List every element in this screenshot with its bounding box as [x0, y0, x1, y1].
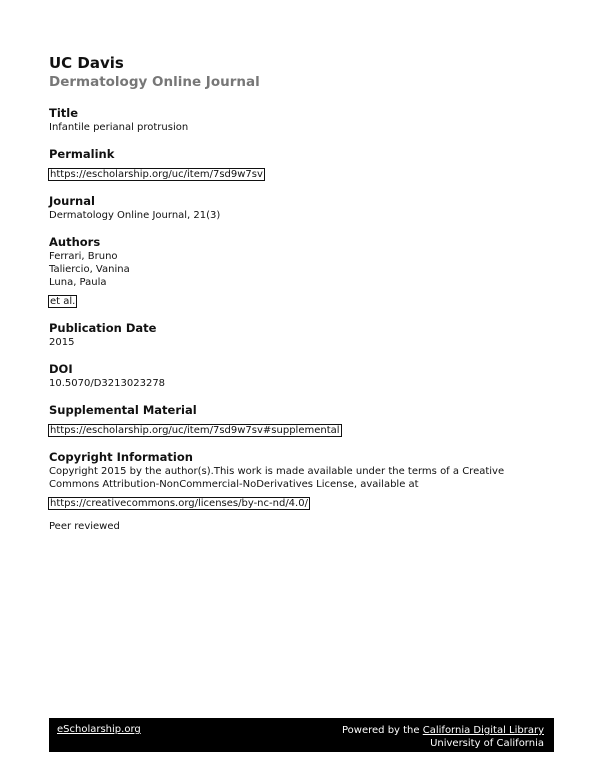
author-name: Taliercio, Vanina — [49, 264, 130, 275]
supplemental-label: Supplemental Material — [49, 403, 197, 417]
footer-credits — [342, 724, 544, 750]
et-al-link[interactable]: et al. — [50, 296, 76, 307]
supplemental-section — [49, 403, 554, 437]
publication-date-value: 2015 — [49, 337, 75, 348]
authors-section — [49, 235, 554, 308]
doi-section — [49, 362, 554, 390]
author-name: Ferrari, Bruno — [49, 251, 118, 262]
peer-reviewed-note: Peer reviewed — [49, 521, 120, 532]
author-name: Luna, Paula — [49, 277, 107, 288]
publication-date-section — [49, 321, 554, 349]
cdl-link[interactable]: California Digital Library — [422, 725, 544, 736]
journal-section — [49, 194, 554, 222]
authors-label: Authors — [49, 235, 101, 249]
license-link[interactable]: https://creativecommons.org/licenses/by-nc-nd/4.0/ — [50, 498, 308, 509]
permalink-section — [49, 147, 554, 181]
title-value: Infantile perianal protrusion — [49, 122, 189, 133]
title-section — [49, 106, 554, 134]
institution-name: UC Davis — [49, 54, 124, 72]
journal-label: Journal — [49, 194, 95, 208]
university-name: University of California — [430, 738, 544, 749]
powered-by-text: Powered by the — [342, 725, 420, 736]
copyright-text-line: Commons Attribution-NonCommercial-NoDerivatives License, available at — [49, 479, 419, 490]
copyright-text-line: Copyright 2015 by the author(s).This work is made available under the terms of a Creative — [49, 466, 505, 477]
powered-by-line — [342, 724, 544, 737]
copyright-section — [49, 450, 554, 510]
escholarship-link[interactable]: eScholarship.org — [57, 724, 141, 735]
title-label: Title — [49, 106, 79, 120]
publication-date-label: Publication Date — [49, 321, 157, 335]
footer-bar — [49, 718, 554, 752]
permalink-link[interactable]: https://escholarship.org/uc/item/7sd9w7sv — [50, 169, 263, 180]
journal-value: Dermatology Online Journal, 21(3) — [49, 210, 221, 221]
journal-name: Dermatology Online Journal — [49, 74, 260, 90]
doi-value: 10.5070/D3213023278 — [49, 378, 166, 389]
document-page — [49, 54, 554, 533]
copyright-label: Copyright Information — [49, 450, 193, 464]
supplemental-link[interactable]: https://escholarship.org/uc/item/7sd9w7sv#supplemental — [50, 425, 340, 436]
permalink-label: Permalink — [49, 147, 115, 161]
doi-label: DOI — [49, 362, 73, 376]
